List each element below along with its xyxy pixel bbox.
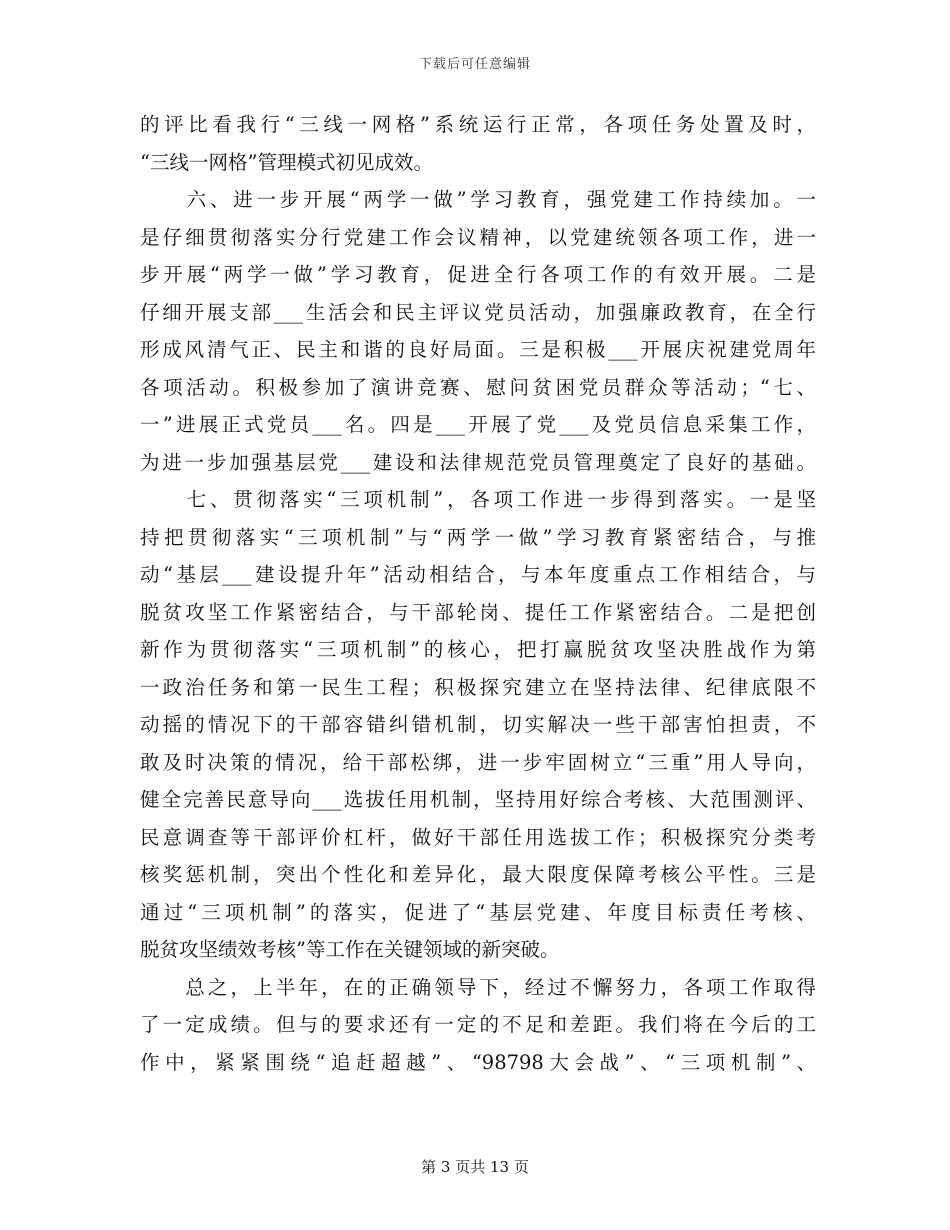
text-line: 持把贯彻落实“三项机制”与“两学一做”学习教育紧密结合，与推	[140, 525, 816, 549]
text-line: 是仔细贯彻落实分行党建工作会议精神，以党建统领各项工作，进一	[140, 225, 816, 249]
page-header: 下载后可任意编辑	[418, 57, 531, 72]
text-line: 步开展“两学一做”学习教育，促进全行各项工作的有效开展。二是	[140, 263, 816, 286]
text-line: 脱贫攻坚绩效考核”等工作在关键领域的新突破。	[140, 938, 560, 961]
text-line: 敢及时决策的情况，给干部松绑，进一步牢固树立“三重”用人导向，	[140, 750, 816, 774]
text-line: 新作为贯彻落实“三项机制”的核心，把打赢脱贫攻坚决胜战作为第	[140, 638, 816, 661]
text-line: “三线一网格”管理模式初见成效。	[140, 150, 433, 174]
text-line: 一政治任务和第一民生工程；积极探究建立在坚持法律、纪律底限不	[140, 675, 816, 699]
text-line: 总之，上半年，在的正确领导下，经过不懈努力，各项工作取得	[140, 975, 816, 999]
text-line: 健全完善民意导向___选拔任用机制，坚持用好综合考核、大范围测评、	[140, 788, 816, 811]
text-line: 一”进展正式党员___名。四是___开展了党___及党员信息采集工作，	[140, 413, 816, 436]
text-line: 通过“三项机制”的落实，促进了“基层党建、年度目标责任考核、	[140, 900, 816, 924]
page-footer: 第 3 页共 13 页	[421, 1158, 529, 1176]
text-line: 仔细开展支部___生活会和民主评议党员活动，加强廉政教育，在全行	[140, 300, 816, 324]
text-line: 为进一步加强基层党___建设和法律规范党员管理奠定了良好的基础。	[140, 450, 816, 474]
document-body	[140, 106, 816, 1081]
text-line: 动摇的情况下的干部容错纠错机制，切实解决一些干部害怕担责，不	[140, 713, 816, 736]
text-line: 七、贯彻落实“三项机制”，各项工作进一步得到落实。一是坚	[140, 488, 816, 511]
text-line: 核奖惩机制，突出个性化和差异化，最大限度保障考核公平性。三是	[140, 863, 816, 886]
text-line: 作中，紧紧围绕“追赶超越”、“98798大会战”、“三项机制”、	[140, 1050, 816, 1074]
text-line: 形成风清气正、民主和谐的良好局面。三是积极___开展庆祝建党周年	[140, 338, 816, 361]
text-line: 各项活动。积极参加了演讲竞赛、慰问贫困党员群众等活动；“七、	[140, 375, 816, 399]
text-line: 动“基层___建设提升年”活动相结合，与本年度重点工作相结合，与	[140, 563, 816, 586]
text-line: 脱贫攻坚工作紧密结合，与干部轮岗、提任工作紧密结合。二是把创	[140, 600, 816, 624]
text-line: 六、进一步开展“两学一做”学习教育，强党建工作持续加。一	[140, 188, 816, 211]
text-line: 的评比看我行“三线一网格”系统运行正常，各项任务处置及时，	[140, 113, 816, 136]
text-line: 民意调查等干部评价杠杆，做好干部任用选拔工作；积极探究分类考	[140, 825, 816, 849]
text-line: 了一定成绩。但与的要求还有一定的不足和差距。我们将在今后的工	[140, 1013, 816, 1036]
